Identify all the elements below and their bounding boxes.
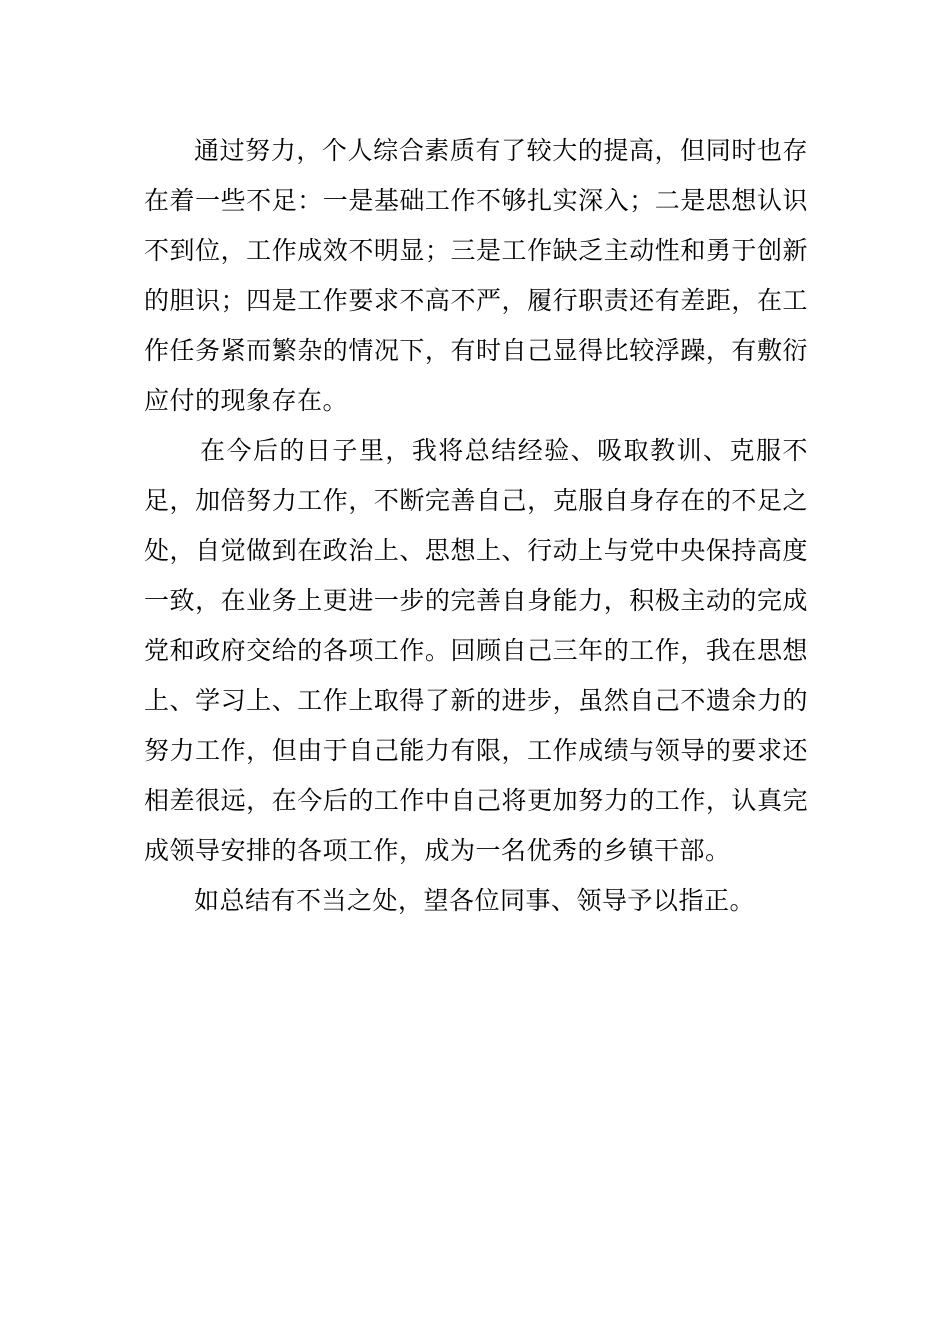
paragraph-future-plans: 在今后的日子里，我将总结经验、吸取教训、克服不足，加倍努力工作，不断完善自己，克服自身存在的不足之处，自觉做到在政治上、思想上、行动上与党中央保持高度一致，在业务上更进一步的完善自身能力，积极主动的完成党和政府交给的各项工作。回顾自己三年的工作，我在思想上、学习上、工作上取得了新的进步，虽然自己不遗余力的努力工作，但由于自己能力有限，工作成绩与领导的要求还相差很远，在今后的工作中自己将更加努力的工作，认真完成领导安排的各项工作，成为一名优秀的乡镇干部。 <box>144 436 808 865</box>
paragraph-shortcomings: 通过努力，个人综合素质有了较大的提高，但同时也存在着一些不足：一是基础工作不够扎实深入；二是思想认识不到位，工作成效不明显；三是工作缺乏主动性和勇于创新的胆识；四是工作要求不高不严，履行职责还有差距，在工作任务紧而繁杂的情况下，有时自己显得比较浮躁，有敷衍应付的现象存在。 <box>144 136 808 415</box>
paragraph-closing: 如总结有不当之处，望各位同事、领导予以指正。 <box>194 886 756 915</box>
document-body <box>144 126 808 926</box>
